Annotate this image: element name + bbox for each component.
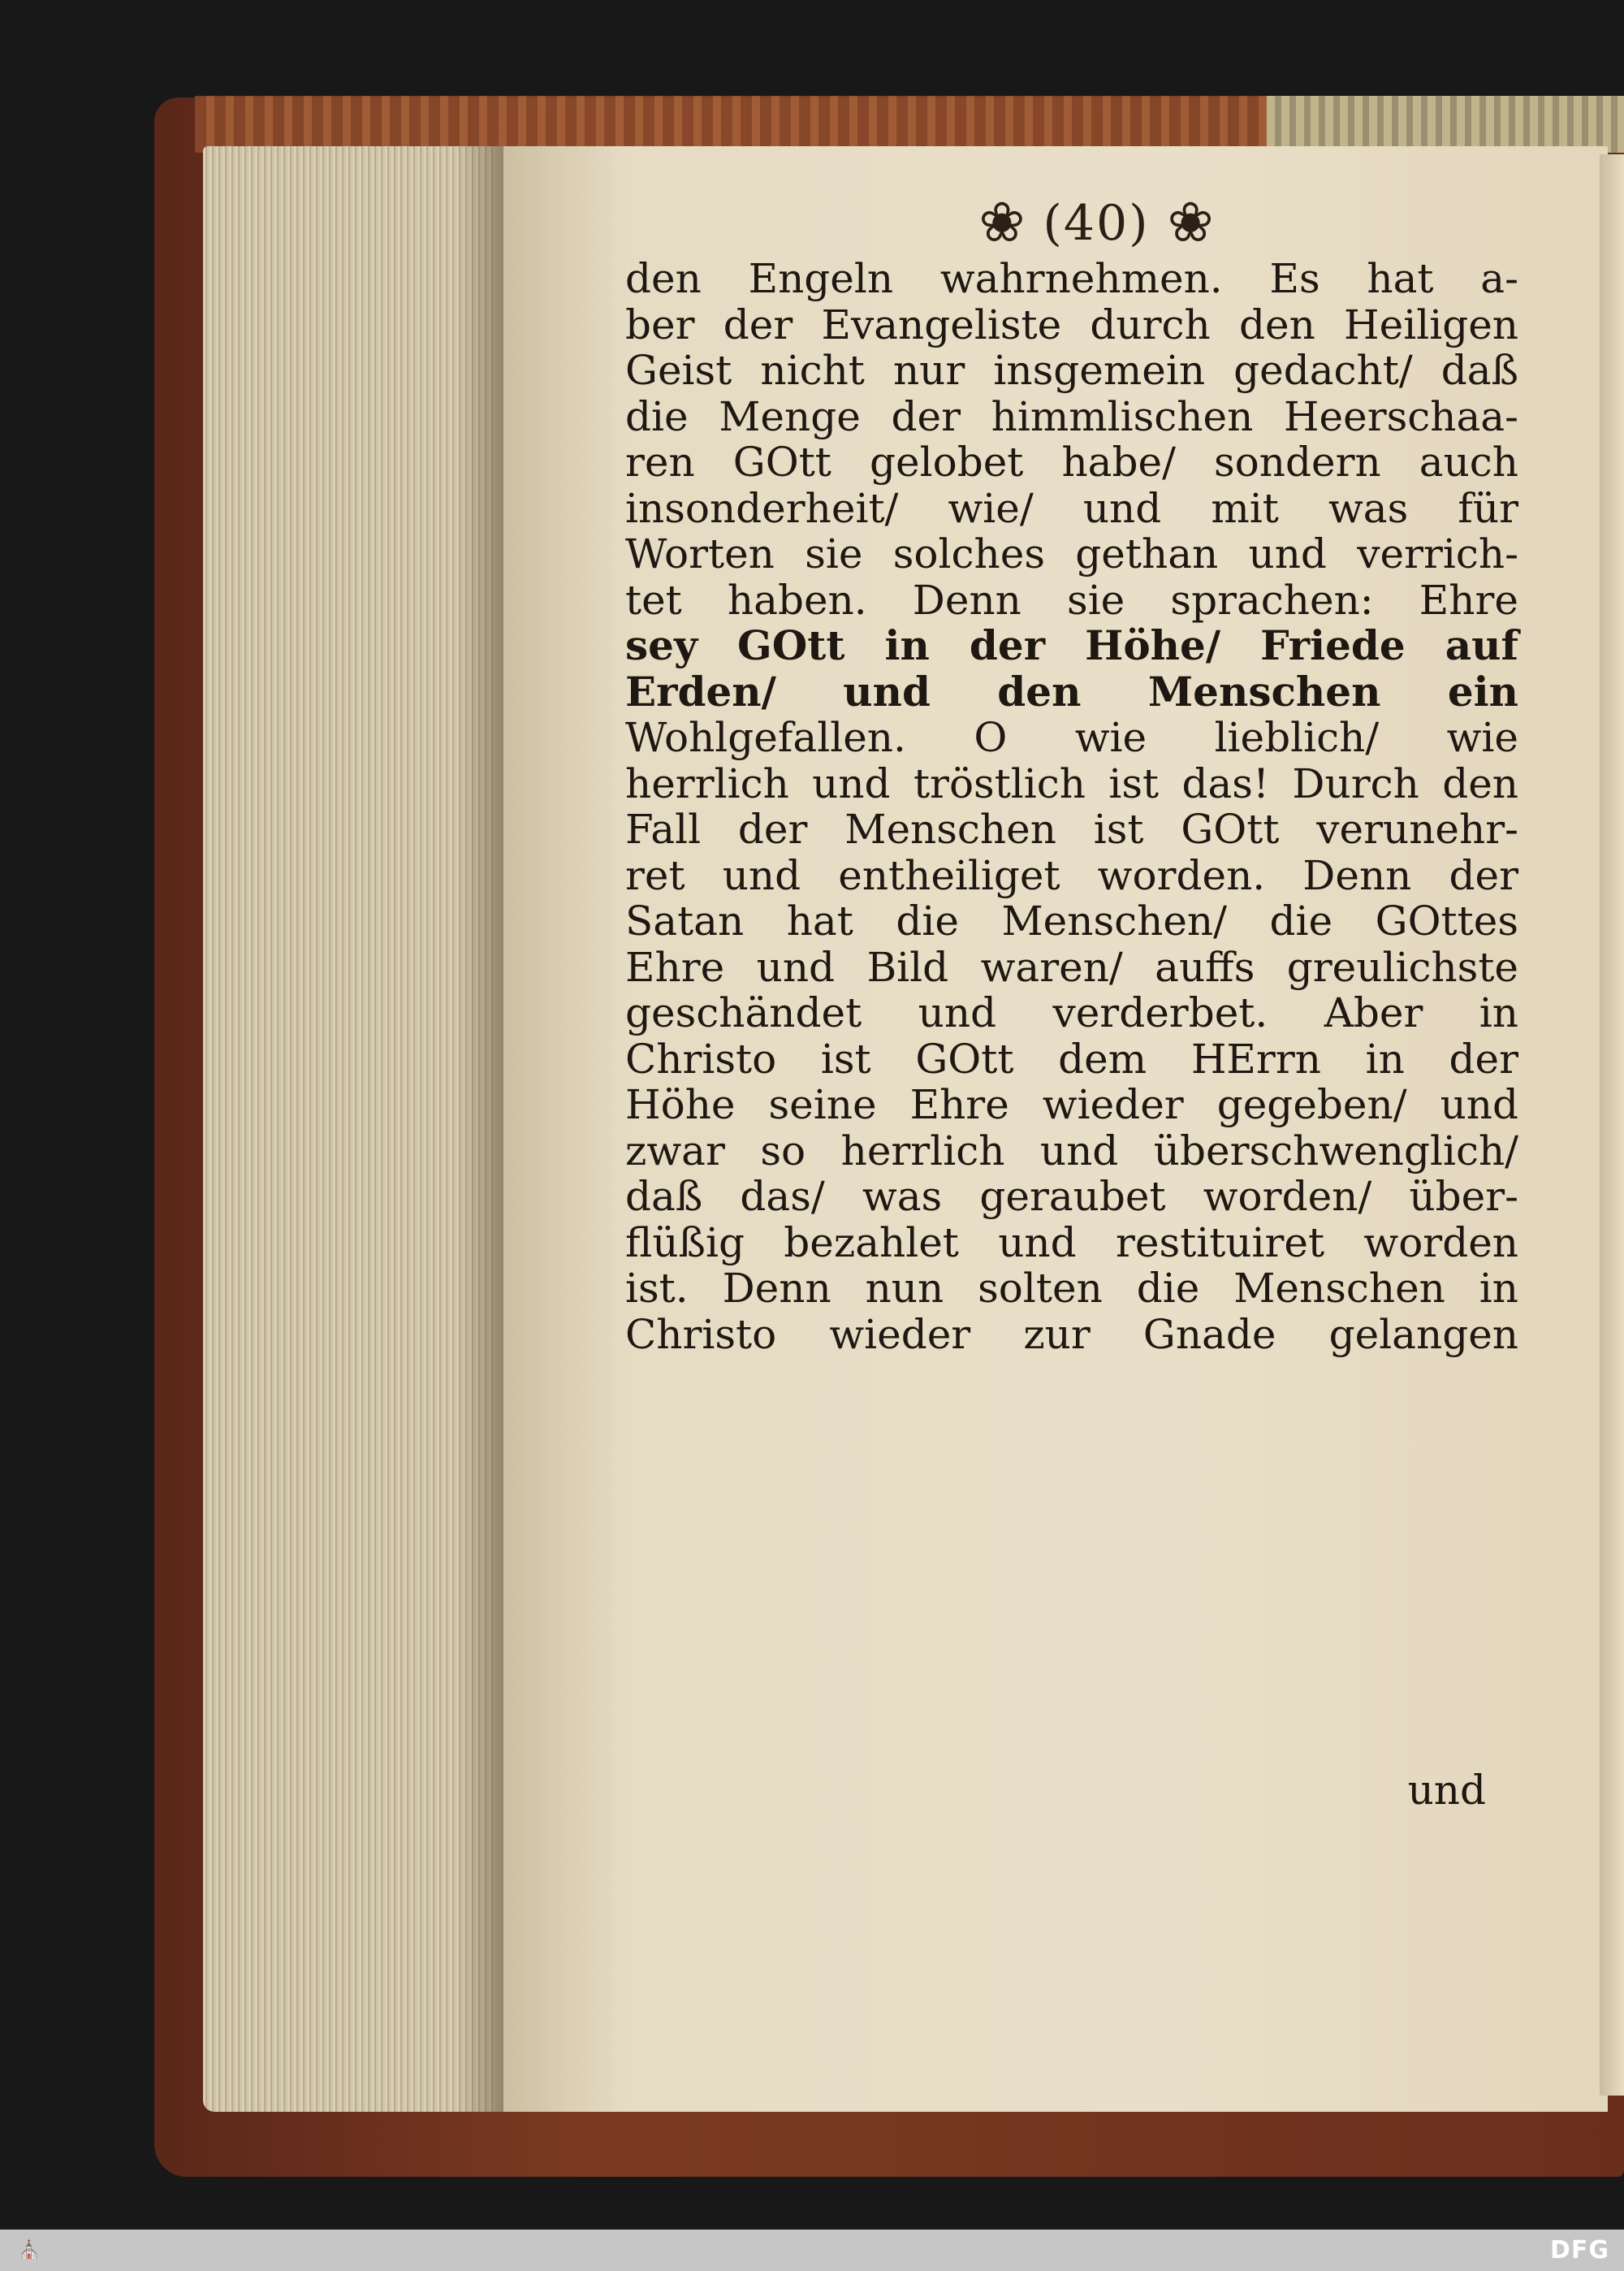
text-line: den Engeln wahrnehmen. Es hat a- (625, 255, 1518, 302)
text-line: Christo ist GOtt dem HErrn in der (625, 1035, 1518, 1083)
text-line: Satan hat die Menschen/ die GOttes (625, 898, 1518, 945)
text-line: Worten sie solches gethan und verrich- (625, 530, 1518, 577)
catchword: und (1407, 1767, 1486, 1814)
text-line: daß das/ was geraubet worden/ über- (625, 1173, 1518, 1220)
text-line: zwar so herrlich und überschwenglich/ (625, 1127, 1518, 1174)
text-line: insonderheit/ wie/ und mit was für (625, 484, 1518, 532)
text-line: ren GOtt gelobet habe/ sondern auch (625, 439, 1518, 486)
text-line: flüßig bezahlet und restituiret worden (625, 1218, 1518, 1266)
text-line: sey GOtt in der Höhe/ Friede auf (625, 621, 1518, 669)
gutter-shadow (455, 146, 503, 2112)
text-line: ber der Evangeliste durch den Heiligen (625, 301, 1518, 348)
headband-cloth (1267, 96, 1624, 153)
ornament-right-icon: ❀ (1167, 191, 1214, 255)
page-number: (40) (1043, 195, 1150, 252)
text-line: Höhe seine Ehre wieder gegeben/ und (625, 1081, 1518, 1128)
text-line: herrlich und tröstlich ist das! Durch den (625, 759, 1518, 807)
text-line: Fall der Menschen ist GOtt verunehr- (625, 806, 1518, 853)
ornament-left-icon: ❀ (978, 191, 1026, 255)
library-logo-icon: ⛪ (18, 2240, 41, 2260)
text-line: ist. Denn nun solten die Menschen in (625, 1265, 1518, 1312)
text-line: Christo wieder zur Gnade gelangen (625, 1310, 1518, 1358)
text-line: Erden/ und den Menschen ein (625, 667, 1518, 716)
library-logo[interactable] (13, 2234, 45, 2267)
text-line: geschändet und verderbet. Aber in (625, 989, 1518, 1036)
page-header (950, 187, 1242, 260)
page-text (625, 256, 1518, 1357)
text-line: Geist nicht nur insgemein gedacht/ daß (625, 347, 1518, 394)
text-line: Ehre und Bild waren/ auffs greulichste (625, 943, 1518, 991)
viewer-footer (0, 2230, 1624, 2271)
text-line: ret und entheiliget worden. Denn der (625, 851, 1518, 899)
text-line: Wohlgefallen. O wie lieblich/ wie (625, 714, 1518, 761)
text-line: die Menge der himmlischen Heerschaa- (625, 392, 1518, 440)
next-page-edge (1600, 154, 1624, 2096)
dfg-logo[interactable]: DFG (1549, 2236, 1609, 2265)
text-line: tet haben. Denn sie sprachen: Ehre (625, 576, 1518, 624)
